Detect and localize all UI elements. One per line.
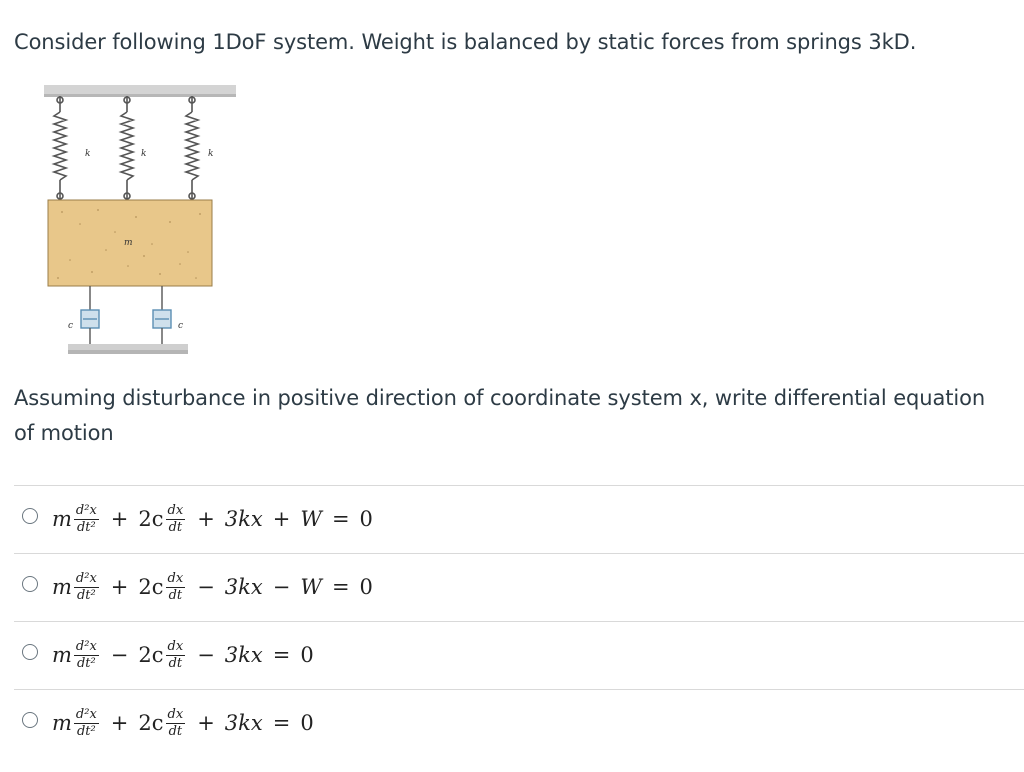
eq-term: d²x bbox=[75, 638, 97, 654]
eq-term: 3kx bbox=[224, 575, 263, 599]
eq-term: 0 bbox=[359, 575, 373, 599]
spring-label: k bbox=[85, 149, 91, 159]
spring-label: k bbox=[141, 149, 147, 159]
ceiling bbox=[44, 85, 236, 94]
eq-term: dt² bbox=[76, 587, 96, 603]
eq-term: 0 bbox=[300, 643, 314, 667]
eq-term: 2c bbox=[138, 507, 164, 531]
eq-term: W bbox=[300, 507, 322, 531]
eq-term: dt bbox=[168, 655, 183, 671]
eq-operator: + bbox=[110, 507, 129, 531]
eq-operator: − bbox=[272, 575, 291, 599]
answer-option[interactable] bbox=[14, 553, 1024, 621]
eq-term: dt² bbox=[76, 519, 96, 535]
eq-term: d²x bbox=[75, 570, 97, 586]
eq-term: dx bbox=[167, 502, 184, 518]
damper-label: c bbox=[68, 321, 74, 331]
eq-operator: + bbox=[272, 507, 291, 531]
eq-fraction bbox=[74, 640, 99, 671]
equation bbox=[52, 632, 314, 678]
eq-term: 2c bbox=[138, 711, 164, 735]
eq-fraction bbox=[74, 708, 99, 739]
equation bbox=[52, 564, 373, 610]
eq-term: dx bbox=[167, 638, 184, 654]
eq-operator: + bbox=[197, 507, 215, 531]
eq-term: d²x bbox=[75, 502, 97, 518]
eq-term: 0 bbox=[300, 711, 314, 735]
answer-option[interactable] bbox=[14, 621, 1024, 689]
eq-term: 0 bbox=[359, 507, 373, 531]
equation bbox=[52, 496, 373, 542]
eq-term: m bbox=[52, 575, 72, 599]
eq-operator: − bbox=[110, 643, 129, 667]
spring-right bbox=[186, 96, 198, 200]
eq-term: dt bbox=[168, 723, 183, 739]
radio-button[interactable] bbox=[22, 576, 38, 592]
eq-operator: − bbox=[197, 643, 215, 667]
eq-term: 2c bbox=[138, 575, 164, 599]
eq-term: 3kx bbox=[224, 643, 263, 667]
eq-term: m bbox=[52, 507, 72, 531]
eq-term: 3kx bbox=[224, 711, 263, 735]
eq-term: dt bbox=[168, 519, 183, 535]
eq-operator: = bbox=[331, 507, 350, 531]
radio-button[interactable] bbox=[22, 712, 38, 728]
equation bbox=[52, 700, 314, 746]
damper-left bbox=[81, 286, 99, 344]
eq-term: m bbox=[52, 711, 72, 735]
spring-middle bbox=[121, 96, 133, 200]
damper-label: c bbox=[178, 321, 184, 331]
eq-operator: + bbox=[110, 575, 129, 599]
eq-fraction bbox=[166, 572, 186, 603]
spring-label: k bbox=[208, 149, 214, 159]
eq-fraction bbox=[166, 640, 186, 671]
eq-term: W bbox=[300, 575, 322, 599]
radio-button[interactable] bbox=[22, 644, 38, 660]
eq-fraction bbox=[74, 504, 99, 535]
eq-term: 2c bbox=[138, 643, 164, 667]
mass-label: m bbox=[124, 238, 133, 248]
eq-fraction bbox=[74, 572, 99, 603]
eq-fraction bbox=[166, 504, 186, 535]
eq-term: dx bbox=[167, 570, 184, 586]
eq-operator: = bbox=[272, 711, 291, 735]
damper-right bbox=[153, 286, 171, 344]
eq-operator: = bbox=[272, 643, 291, 667]
eq-term: dt² bbox=[76, 723, 96, 739]
eq-operator: + bbox=[197, 711, 215, 735]
eq-term: m bbox=[52, 643, 72, 667]
eq-operator: = bbox=[331, 575, 350, 599]
eq-fraction bbox=[166, 708, 186, 739]
question-prompt: Assuming disturbance in positive direction of coordinate system x, write differential equation of motion bbox=[14, 386, 986, 445]
answer-option[interactable] bbox=[14, 485, 1024, 553]
eq-term: dt² bbox=[76, 655, 96, 671]
eq-term: dt bbox=[168, 587, 183, 603]
question-intro: Consider following 1DoF system. Weight is balanced by static forces from springs 3kD. bbox=[14, 30, 917, 54]
answer-list bbox=[14, 485, 1024, 757]
ground bbox=[68, 344, 188, 350]
eq-term: d²x bbox=[75, 706, 97, 722]
answer-option[interactable] bbox=[14, 689, 1024, 757]
eq-term: 3kx bbox=[224, 507, 263, 531]
eq-operator: − bbox=[197, 575, 215, 599]
radio-button[interactable] bbox=[22, 508, 38, 524]
eq-term: dx bbox=[167, 706, 184, 722]
spring-left bbox=[54, 96, 66, 200]
spring-mass-damper-figure bbox=[40, 82, 240, 366]
eq-operator: + bbox=[110, 711, 129, 735]
